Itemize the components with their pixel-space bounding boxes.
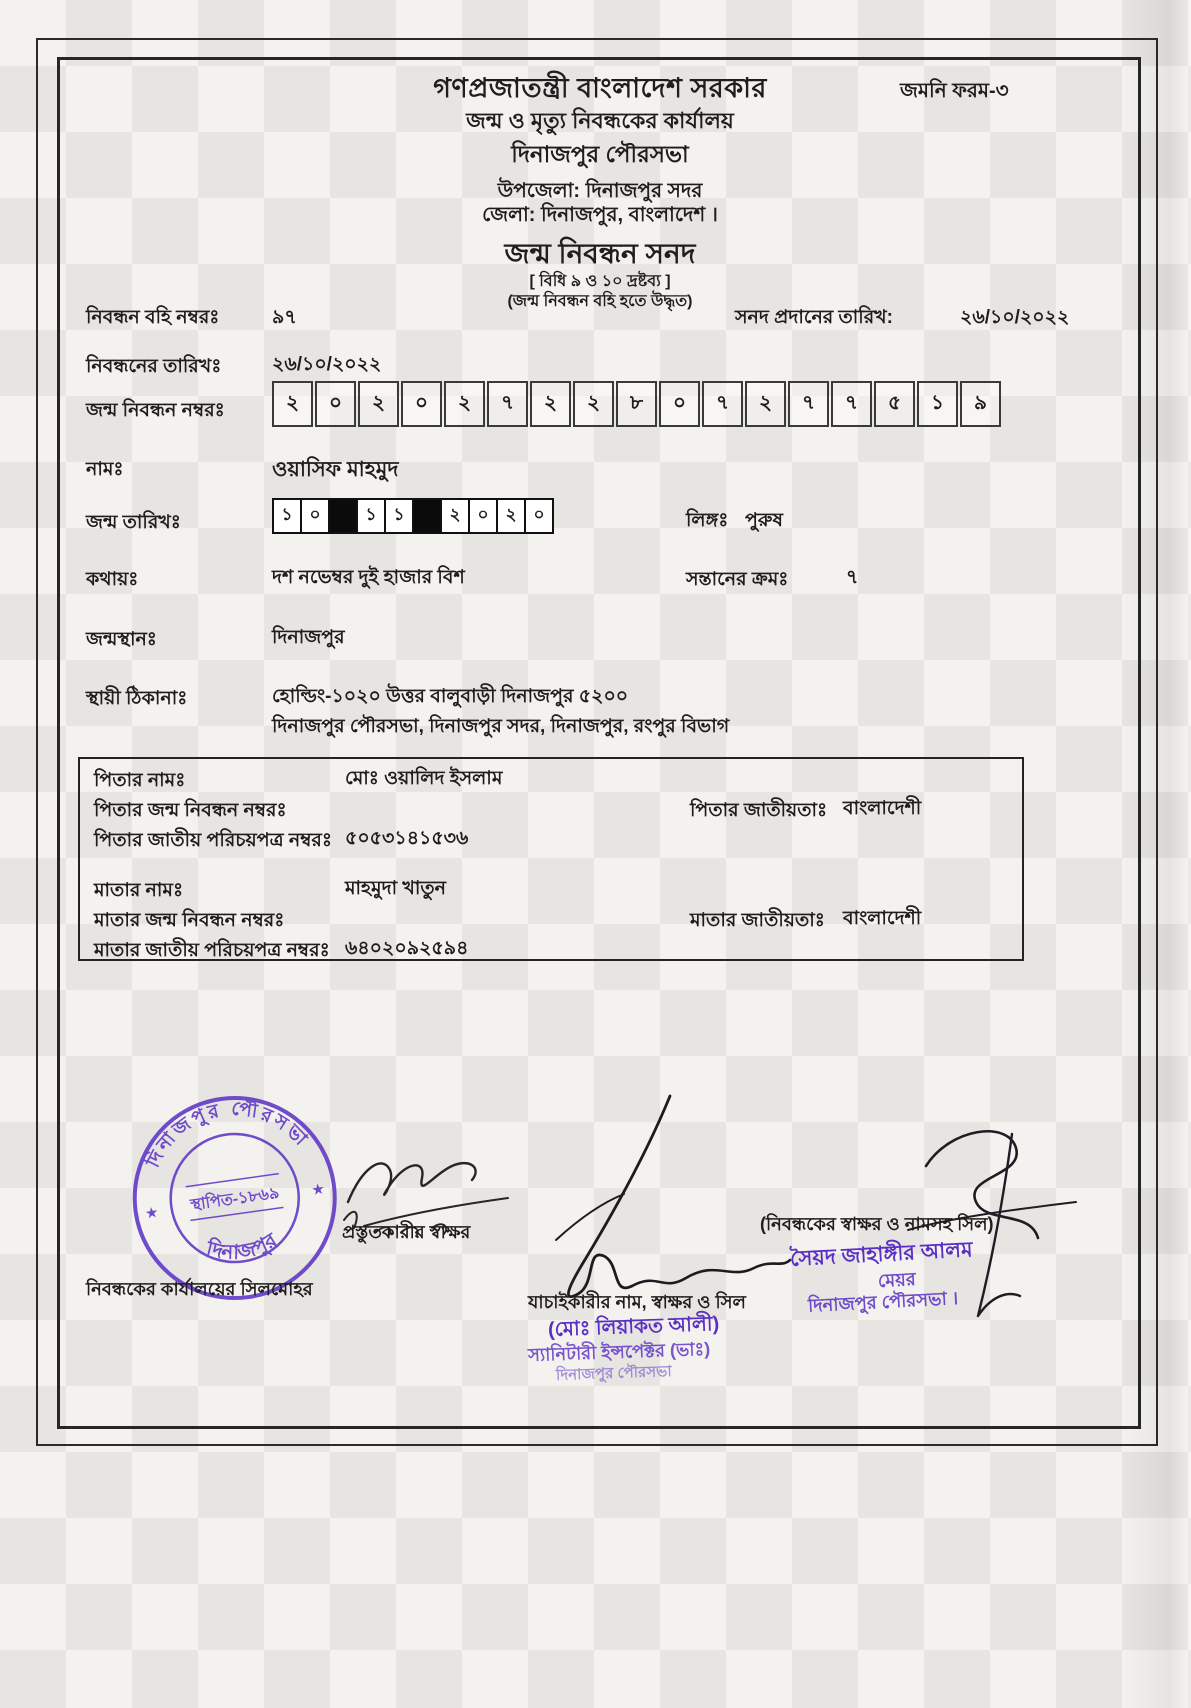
digit-cell: ১: [917, 381, 958, 427]
registrar-stamp-org: দিনাজপুর পৌরসভা ।: [807, 1288, 959, 1316]
digit-cell: ০: [315, 381, 356, 427]
in-words-value: দশ নভেম্বর দুই হাজার বিশ: [272, 567, 465, 588]
digit-cell: ০: [470, 500, 498, 532]
issue-date-label: সনদ প্রদানের তারিখ:: [735, 307, 893, 328]
digit-cell: ০: [401, 381, 442, 427]
in-words-label: কথায়ঃ: [86, 569, 139, 590]
verifier-stamp-title: স্যানিটারী ইন্সপেক্টর (ভাঃ): [527, 1338, 711, 1366]
office-seal-caption: নিবন্ধকের কার্যালয়ের সিলমোহর: [86, 1279, 313, 1299]
name-value: ওয়াসিফ মাহমুদ: [272, 458, 399, 481]
verifier-stamp-org: দিনাজপুর পৌরসভা: [555, 1362, 672, 1385]
reg-date-value: ২৬/১০/২০২২: [272, 354, 382, 375]
form-number-tag: জমনি ফরম-৩: [900, 80, 1009, 102]
seal-ring-text: দিনাজপুর পৌরসভা: [142, 1098, 313, 1172]
digit-cell: ৭: [788, 381, 829, 427]
upazila-line: উপজেলা: দিনাজপুর সদর: [497, 180, 703, 202]
reg-date-label: নিবন্ধনের তারিখঃ: [86, 356, 222, 377]
gender-value: পুরুষ: [745, 510, 783, 531]
mother-nationality-value: বাংলাদেশী: [843, 908, 922, 929]
perm-addr-line2: দিনাজপুর পৌরসভা, দিনাজপুর সদর, দিনাজপুর, রংপুর বিভাগ: [272, 716, 730, 737]
verifier-signature: [520, 1090, 800, 1320]
digit-cell: ১: [358, 500, 386, 532]
mother-brn-label: মাতার জন্ম নিবন্ধন নম্বরঃ: [94, 910, 285, 931]
seal-star-left: ★: [143, 1203, 160, 1223]
father-nationality-label: পিতার জাতীয়তাঃ: [690, 800, 828, 821]
digit-cell: ২: [272, 381, 313, 427]
extract-note: (জন্ম নিবন্ধন বহি হতে উদ্ধৃত): [507, 293, 693, 310]
brn-label: জন্ম নিবন্ধন নম্বরঃ: [86, 400, 225, 421]
brn-digit-boxes: [272, 381, 1003, 427]
child-order-value: ৭: [846, 567, 859, 588]
verifier-caption: যাচাইকারীর নাম, স্বাক্ষর ও সিল: [528, 1292, 746, 1312]
seal-middle-text: স্থাপিত-১৮৬৯: [189, 1184, 281, 1215]
registrar-caption: (নিবন্ধকের স্বাক্ষর ও নামসহ সিল): [760, 1214, 994, 1234]
certificate-title: জন্ম নিবন্ধন সনদ: [504, 238, 696, 269]
seal-star-right: ★: [310, 1180, 326, 1200]
digit-cell: ২: [358, 381, 399, 427]
father-name-value: মোঃ ওয়ালিদ ইসলাম: [345, 768, 503, 789]
book-no-value: ৯৭: [272, 307, 297, 328]
mother-nid-label: মাতার জাতীয় পরিচয়পত্র নম্বরঃ: [94, 940, 330, 961]
mother-nationality-label: মাতার জাতীয়তাঃ: [690, 910, 825, 931]
digit-cell: ২: [498, 500, 526, 532]
dob-digit-boxes: [272, 498, 554, 534]
book-no-label: নিবন্ধন বহি নম্বরঃ: [86, 307, 220, 328]
father-name-label: পিতার নামঃ: [94, 770, 186, 791]
perm-addr-label: স্থায়ী ঠিকানাঃ: [86, 688, 188, 709]
office-name: জন্ম ও মৃত্যু নিবন্ধকের কার্যালয়: [466, 108, 734, 133]
digit-cell: ১: [274, 500, 302, 532]
digit-cell: ৭: [487, 381, 528, 427]
digit-cell: [414, 500, 442, 532]
mother-name-value: মাহমুদা খাতুন: [345, 878, 446, 899]
municipality-name: দিনাজপুর পৌরসভা: [511, 141, 689, 167]
registrar-stamp-name: সৈয়দ জাহাঙ্গীর আলম: [789, 1238, 974, 1271]
birthplace-value: দিনাজপুর: [272, 627, 345, 648]
digit-cell: ২: [442, 500, 470, 532]
birthplace-label: জন্মস্থানঃ: [86, 629, 157, 650]
father-nid-value: ৫০৫৩১৪১৫৩৬: [345, 828, 469, 849]
digit-cell: ১: [386, 500, 414, 532]
digit-cell: ০: [533, 505, 545, 524]
digit-cell: ৭: [831, 381, 872, 427]
registrar-stamp-title: মেয়র: [877, 1269, 917, 1291]
father-nationality-value: বাংলাদেশী: [843, 798, 922, 819]
digit-cell: ২: [530, 381, 571, 427]
gender-label: লিঙ্গঃ: [686, 510, 729, 531]
svg-text:দিনাজপুর: [200, 1226, 283, 1269]
digit-cell: ৯: [960, 381, 1001, 427]
digit-cell: ৫: [874, 381, 915, 427]
seal-bottom-text: দিনাজপুর: [204, 1229, 282, 1264]
government-title: গণপ্রজাতন্ত্রী বাংলাদেশ সরকার: [433, 73, 767, 103]
father-brn-label: পিতার জন্ম নিবন্ধন নম্বরঃ: [94, 800, 287, 821]
verifier-stamp-name: (মোঃ লিয়াকত আলী): [547, 1313, 720, 1341]
dob-label: জন্ম তারিখঃ: [86, 512, 181, 533]
issue-date-value: ২৬/১০/২০২২: [960, 307, 1070, 328]
digit-cell: ৭: [702, 381, 743, 427]
preparer-caption: প্রস্তুতকারীর স্বাক্ষর: [342, 1222, 471, 1242]
mother-nid-value: ৬৪০২০৯২৫৯৪: [345, 938, 469, 959]
digit-cell: ২: [444, 381, 485, 427]
digit-cell: ২: [745, 381, 786, 427]
digit-cell: ০: [302, 500, 330, 532]
digit-cell: ২: [573, 381, 614, 427]
perm-addr-line1: হোল্ডিং-১০২০ উত্তর বালুবাড়ী দিনাজপুর ৫২০০: [272, 686, 629, 707]
rule-note: [ বিধি ৯ ও ১০ দ্রষ্টব্য ]: [529, 273, 671, 290]
digit-cell: ৮: [616, 381, 657, 427]
digit-cell: ০: [659, 381, 700, 427]
name-label: নামঃ: [86, 459, 124, 480]
child-order-label: সন্তানের ক্রমঃ: [686, 569, 789, 590]
district-line: জেলা: দিনাজপুর, বাংলাদেশ ।: [482, 204, 718, 226]
mother-name-label: মাতার নামঃ: [94, 880, 184, 901]
father-nid-label: পিতার জাতীয় পরিচয়পত্র নম্বরঃ: [94, 830, 332, 851]
digit-cell: [330, 500, 358, 532]
